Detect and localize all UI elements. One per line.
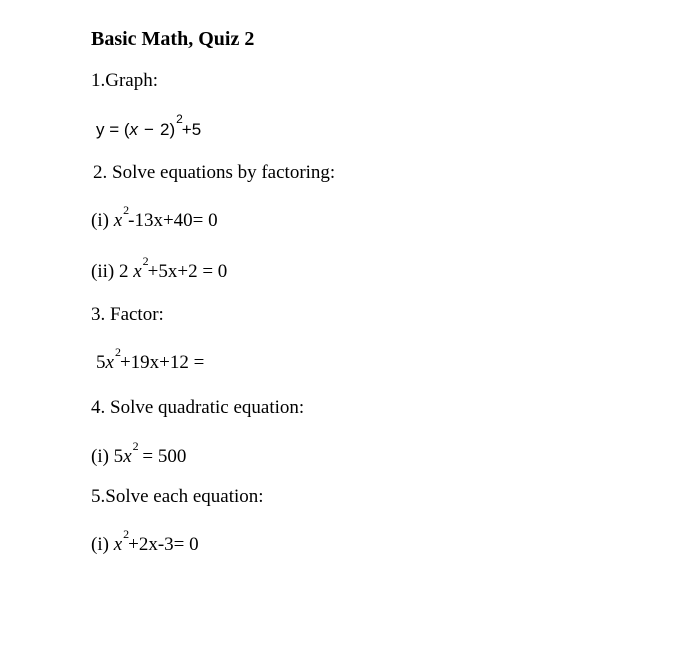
question-1-label: 1.Graph: [91,70,159,91]
part-exponent: 2 [123,203,130,217]
part-tail: = 500 [137,446,187,467]
question-5-label: 5.Solve each equation: [91,486,264,507]
eq-rest: 2) [159,120,176,139]
question-4-part-i [91,439,187,467]
quiz-title: Basic Math, Quiz 2 [91,28,255,50]
expr-prefix: 5 [96,352,106,373]
question-5-part-i [91,527,199,555]
question-2-part-i [91,203,218,231]
question-3-label: 3. Factor: [91,304,164,325]
part-tail: +2x-3= 0 [128,534,199,555]
eq-exponent: 2 [176,112,183,126]
question-3-expression [96,345,205,373]
part-exponent: 2 [132,439,139,453]
expr-variable: x [105,352,114,373]
part-variable: x [133,261,142,282]
part-prefix: (i) [91,534,114,555]
part-variable: x [113,210,123,231]
expr-exponent: 2 [114,345,121,359]
eq-tail: +5 [181,120,202,139]
part-exponent: 2 [142,254,149,268]
part-prefix: (ii) 2 [91,261,134,282]
question-1-equation [96,112,202,139]
part-exponent: 2 [123,527,130,541]
expr-tail: +19x+12 = [119,352,205,373]
part-tail: -13x+40= 0 [128,210,218,231]
eq-minus: − [144,120,154,139]
part-prefix: (i) [91,210,114,231]
part-tail: +5x+2 = 0 [147,261,228,282]
question-2-label: 2. Solve equations by factoring: [93,162,336,183]
part-variable: x [113,534,123,555]
question-4-label: 4. Solve quadratic equation: [91,397,305,418]
eq-lhs: y = ( [96,120,130,139]
question-2-part-ii [91,254,228,282]
part-variable: x [123,446,132,467]
part-prefix: (i) 5 [91,446,124,467]
eq-variable: x [129,120,139,139]
